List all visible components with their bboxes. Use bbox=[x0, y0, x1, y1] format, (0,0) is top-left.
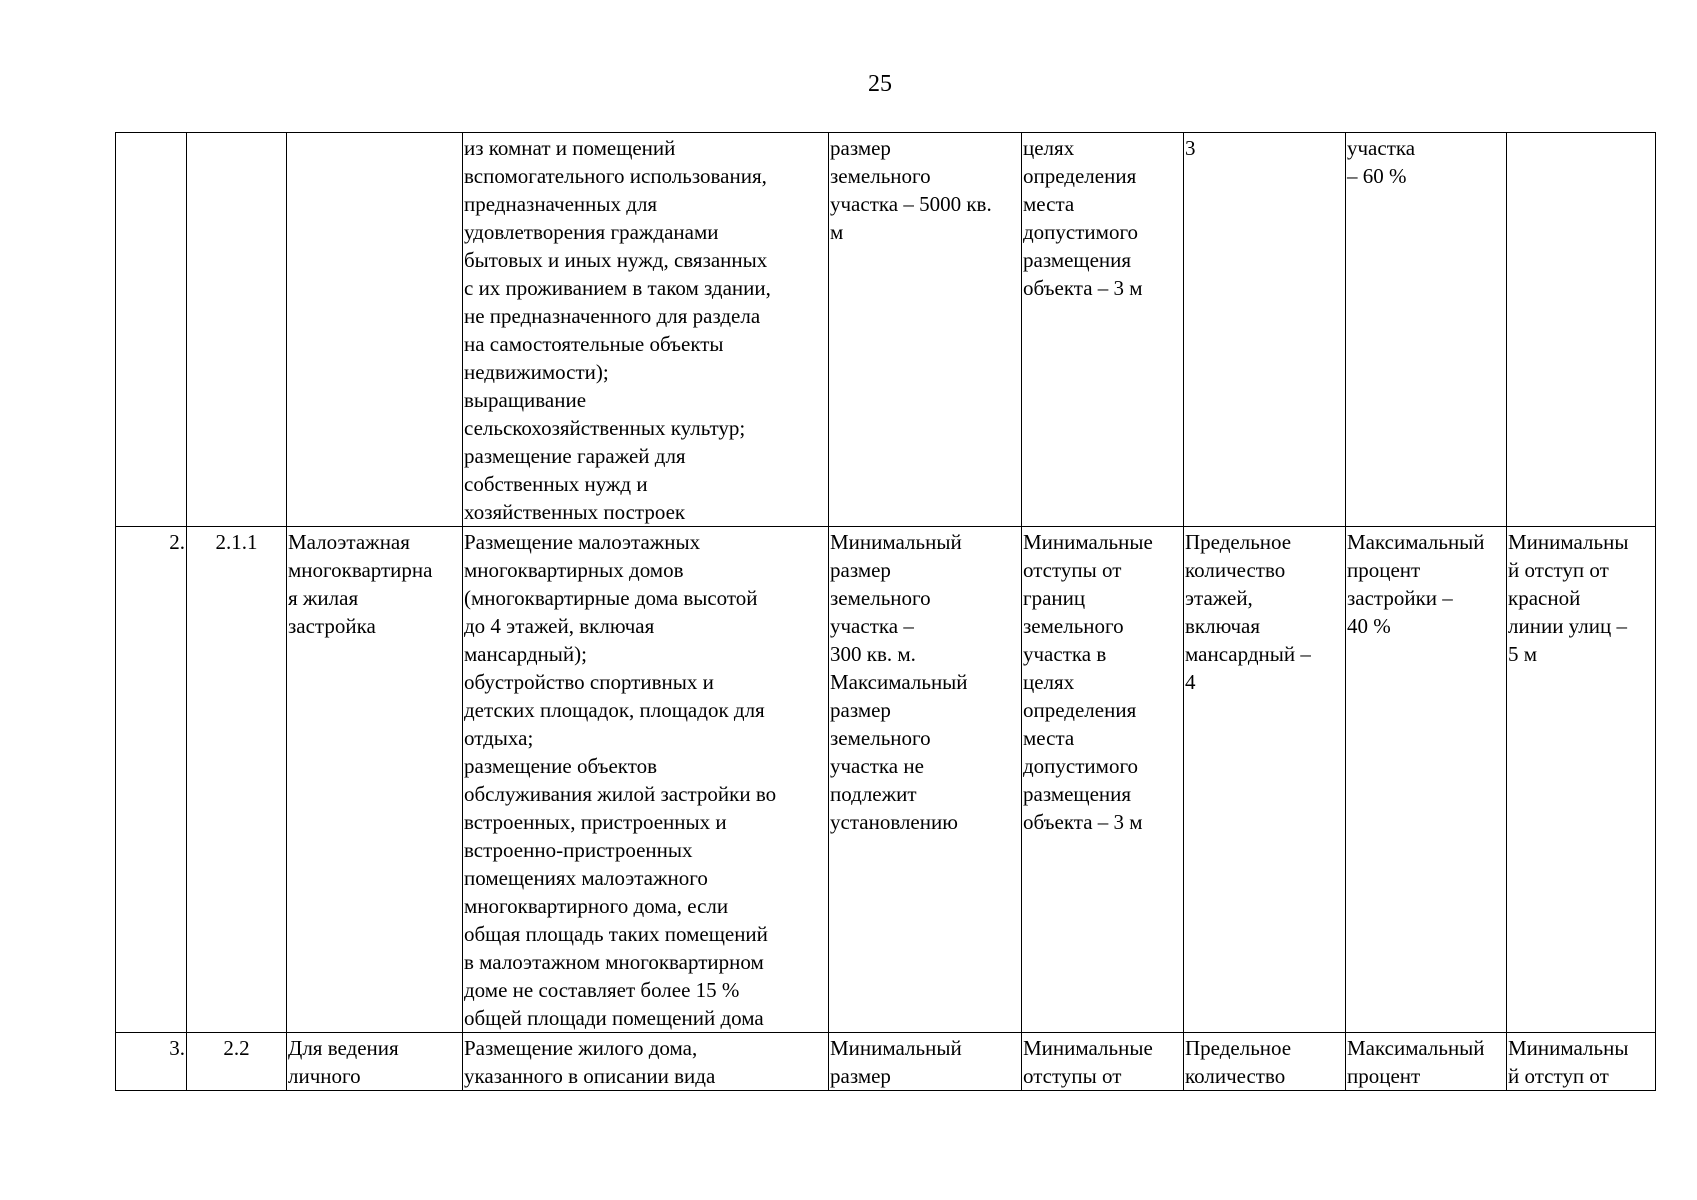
plot-size-cell: размер земельного участка – 5000 кв. м bbox=[829, 133, 1022, 527]
description-cell: Размещение малоэтажных многоквартирных домов (многоквартирные дома высотой до 4 этажей, включая мансардный); обустройство спортивных и детских площадок, площадок для отдыха; размещение объектов обслуживания жилой застройки во встроенных, пристроенных и встроенно-пристроенных помещениях малоэтажного многоквартирного дома, если общая площадь таких помещений в малоэтажном многоквартирном доме не составляет более 15 % общей площади помещений дома bbox=[463, 527, 829, 1033]
row-number-cell bbox=[116, 133, 187, 527]
setbacks-cell: целях определения места допустимого размещения объекта – 3 м bbox=[1022, 133, 1184, 527]
use-name-cell: Малоэтажная многоквартирна я жилая застройка bbox=[287, 527, 463, 1033]
red-line-cell: Минимальны й отступ от bbox=[1507, 1033, 1656, 1091]
table-row bbox=[116, 133, 1656, 527]
code-cell: 2.1.1 bbox=[187, 527, 287, 1033]
code-cell bbox=[187, 133, 287, 527]
plot-size-cell: Минимальный размер bbox=[829, 1033, 1022, 1091]
code-cell: 2.2 bbox=[187, 1033, 287, 1091]
table-row bbox=[116, 527, 1656, 1033]
description-cell: Размещение жилого дома, указанного в описании вида bbox=[463, 1033, 829, 1091]
use-name-cell bbox=[287, 133, 463, 527]
floors-cell: 3 bbox=[1184, 133, 1346, 527]
page-number: 25 bbox=[868, 71, 892, 97]
regulations-table bbox=[115, 132, 1656, 1091]
description-cell: из комнат и помещений вспомогательного использования, предназначенных для удовлетворения гражданами бытовых и иных нужд, связанных с их проживанием в таком здании, не предназначенного для раздела на самостоятельные объекты недвижимости); выращивание сельскохозяйственных культур; размещение гаражей для собственных нужд и хозяйственных построек bbox=[463, 133, 829, 527]
setbacks-cell: Минимальные отступы от bbox=[1022, 1033, 1184, 1091]
use-name-cell: Для ведения личного bbox=[287, 1033, 463, 1091]
row-number-cell: 2. bbox=[116, 527, 187, 1033]
coverage-cell: участка – 60 % bbox=[1346, 133, 1507, 527]
red-line-cell: Минимальны й отступ от красной линии улиц – 5 м bbox=[1507, 527, 1656, 1033]
setbacks-cell: Минимальные отступы от границ земельного участка в целях определения места допустимого размещения объекта – 3 м bbox=[1022, 527, 1184, 1033]
red-line-cell bbox=[1507, 133, 1656, 527]
coverage-cell: Максимальный процент застройки – 40 % bbox=[1346, 527, 1507, 1033]
coverage-cell: Максимальный процент bbox=[1346, 1033, 1507, 1091]
table-row bbox=[116, 1033, 1656, 1091]
row-number-cell: 3. bbox=[116, 1033, 187, 1091]
floors-cell: Предельное количество этажей, включая мансардный – 4 bbox=[1184, 527, 1346, 1033]
plot-size-cell: Минимальный размер земельного участка – 300 кв. м. Максимальный размер земельного участка не подлежит установлению bbox=[829, 527, 1022, 1033]
floors-cell: Предельное количество bbox=[1184, 1033, 1346, 1091]
